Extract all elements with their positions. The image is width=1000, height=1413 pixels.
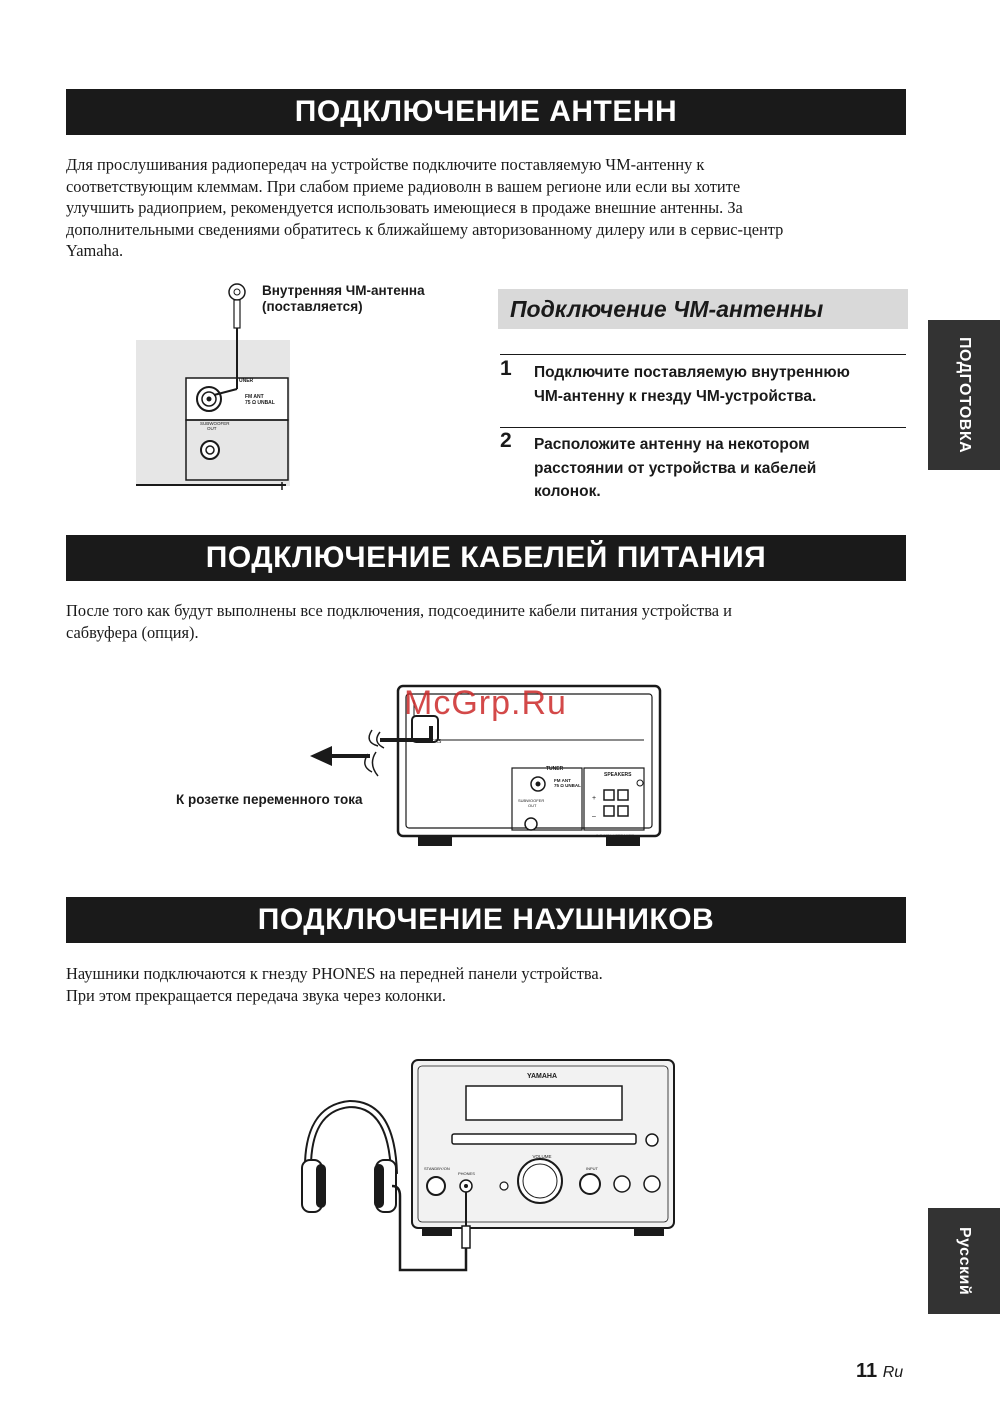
page-number-value: 11 (856, 1360, 878, 1382)
phones-label: PHONES (458, 1171, 475, 1176)
panel-sub-label: SUBWOOFER (200, 421, 230, 426)
panel-fm-ant-label: FM ANT (554, 778, 571, 783)
standby-label: STANDBY/ON (424, 1166, 450, 1171)
paragraph-line: дополнительными сведениями обратитесь к ближайшему авторизованному дилеру или в сервис-центр (66, 219, 784, 239)
section-title-power: ПОДКЛЮЧЕНИЕ КАБЕЛЕЙ ПИТАНИЯ (66, 535, 906, 581)
panel-fm-ant-label: FM ANT (245, 394, 264, 400)
section-title-antenna: ПОДКЛЮЧЕНИЕ АНТЕНН (66, 89, 906, 135)
page-number (856, 1360, 903, 1383)
panel-tuner-label: UNER (239, 378, 254, 384)
paragraph-line: улучшить радиоприем, рекомендуется использовать имеющиеся в продаже внешние антенны. За (66, 198, 743, 217)
volume-label: VOLUME (532, 1154, 552, 1159)
side-tab-preparation (928, 320, 1000, 470)
watermark: McGrp.Ru (404, 684, 567, 722)
panel-fm-ant-label: 75 Ω UNBAL (554, 783, 581, 788)
panel-speaker-note: 6 Ω MIN. / SPEAKER (596, 833, 635, 838)
step-line: колонок. (534, 483, 601, 500)
panel-sub-label: OUT (207, 426, 217, 431)
page-number-suffix: Ru (882, 1364, 904, 1381)
divider (500, 427, 906, 428)
step-line: Расположите антенну на некотором (534, 436, 810, 453)
panel-plus-label: + (592, 795, 597, 802)
fm-subsection-title: Подключение ЧМ-антенны (498, 289, 908, 329)
panel-sub-label: SUBWOOFER (518, 798, 545, 803)
step-line: расстоянии от устройства и кабелей (534, 459, 817, 477)
power-jack-label: ERS (431, 739, 442, 745)
paragraph-line: Yamaha. (66, 241, 124, 260)
headphones-figure (290, 1056, 680, 1278)
step-line: Подключите поставляемую внутреннюю (534, 364, 850, 381)
side-tab-language (928, 1208, 1000, 1314)
panel-minus-label: – (592, 813, 596, 820)
input-label: INPUT (586, 1166, 598, 1171)
antenna-paragraph (66, 154, 906, 262)
paragraph-line: Наушники подключаются к гнезду PHONES на передней панели устройства. (66, 964, 603, 983)
label-line: Внутренняя ЧМ-антенна (262, 283, 425, 298)
paragraph-line: После того как будут выполнены все подключения, подсоедините кабели питания устройства и (66, 601, 732, 620)
paragraph-line: соответствующим клеммам. При слабом приеме радиоволн в вашем регионе или если вы хотите (66, 176, 741, 196)
brand-label: YAMAHA (526, 1073, 558, 1080)
antenna-figure-label (262, 283, 425, 315)
panel-sub-label: OUT (528, 803, 537, 808)
step-text (534, 361, 850, 408)
paragraph-line: При этом прекращается передача звука через колонки. (66, 985, 447, 1005)
side-tab-label: Русский (956, 1226, 973, 1296)
label-line: (поставляется) (262, 299, 363, 314)
paragraph-line: сабвуфера (опция). (66, 622, 199, 642)
step-1 (500, 357, 906, 421)
section-title-headphones: ПОДКЛЮЧЕНИЕ НАУШНИКОВ (66, 897, 906, 943)
panel-speakers-label: SPEAKERS (604, 772, 632, 778)
power-paragraph (66, 600, 906, 643)
step-2 (500, 429, 906, 505)
power-figure-label: К розетке переменного тока (176, 792, 363, 807)
paragraph-line: Для прослушивания радиопередач на устройстве подключите поставляемую ЧМ-антенну к (66, 155, 705, 174)
headphones-paragraph (66, 963, 906, 1006)
side-tab-label: ПОДГОТОВКА (956, 336, 973, 454)
divider (500, 354, 906, 355)
step-number: 1 (500, 357, 512, 380)
step-number: 2 (500, 429, 512, 452)
panel-fm-ant-label: 75 Ω UNBAL (245, 400, 275, 406)
step-line: ЧМ-антенну к гнезду ЧМ-устройства. (534, 387, 817, 405)
step-text (534, 433, 816, 504)
panel-tuner-label: TUNER (546, 766, 564, 772)
